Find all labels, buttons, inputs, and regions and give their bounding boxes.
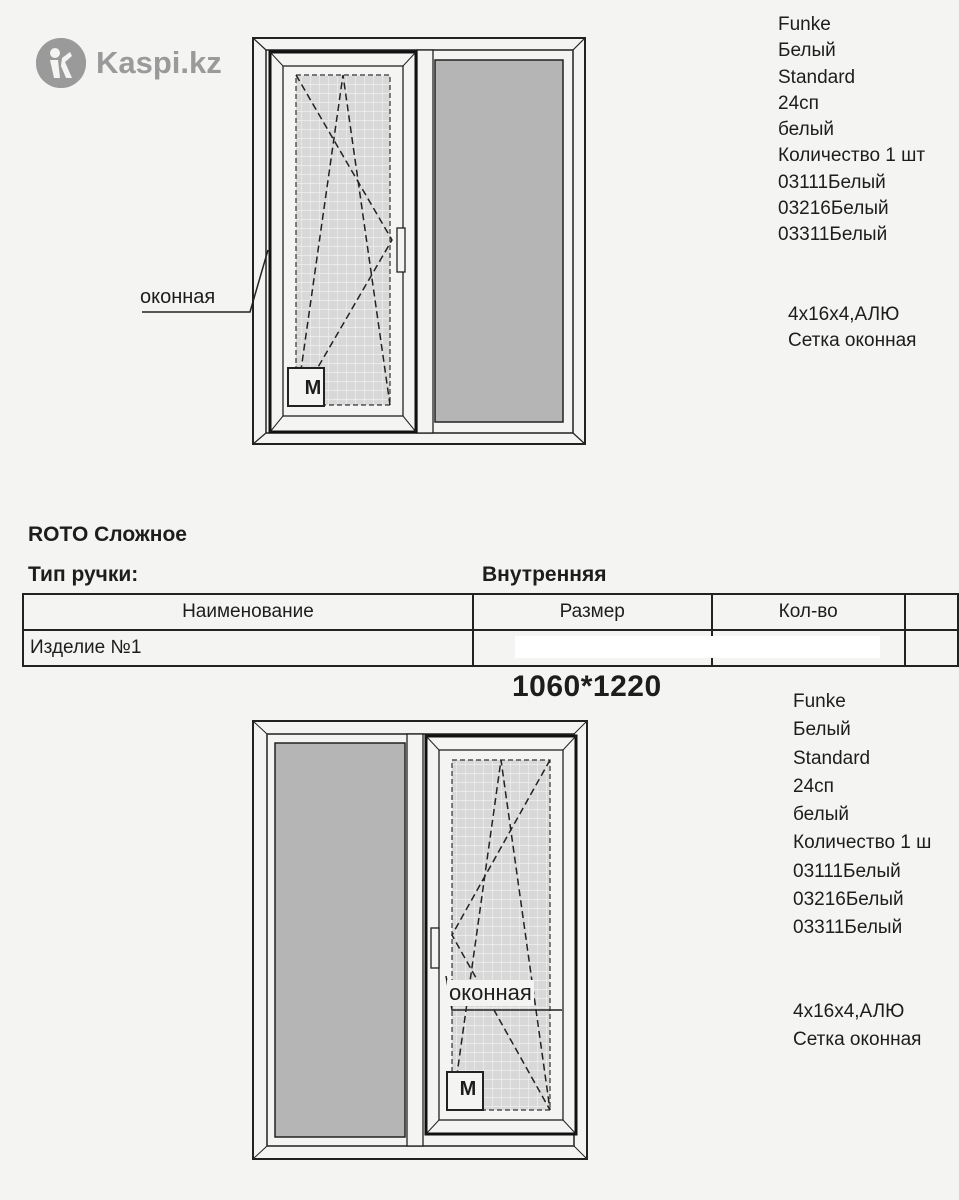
spec-item: 03111Белый — [793, 860, 901, 882]
glass-list-1 — [788, 302, 916, 355]
handle-type-value: Внутренняя — [482, 563, 607, 586]
spec-item: Белый — [793, 719, 851, 741]
kaspi-logo-text: Kaspi.kz — [96, 45, 222, 80]
col-header-extra — [905, 594, 958, 630]
spec-list-2 — [793, 688, 931, 943]
handle-mark-label: М — [304, 377, 322, 399]
cell-name: Изделие №1 — [23, 630, 473, 666]
glass-item: 4х16х4,АЛЮ — [788, 304, 900, 325]
col-header-size: Размер — [473, 594, 712, 630]
spec-item: Standard — [793, 747, 871, 769]
redaction-bar — [515, 636, 880, 658]
window-drawing-1 — [130, 30, 600, 460]
spec-item: Funke — [793, 691, 846, 712]
hardware-title: ROTO Сложное — [28, 523, 187, 546]
net-label-2: оконная — [449, 980, 532, 1005]
spec-item: Funke — [778, 14, 831, 35]
spec-item: Standard — [778, 66, 856, 88]
spec-list-1 — [778, 12, 925, 249]
handle-mark-label-2: М — [459, 1078, 477, 1100]
spec-item: белый — [778, 119, 834, 141]
spec-item: 03311Белый — [793, 917, 903, 939]
col-header-name: Наименование — [23, 594, 473, 630]
spec-item: 24сп — [793, 775, 834, 797]
spec-item: 03216Белый — [778, 198, 889, 220]
glass-list-2 — [793, 998, 921, 1055]
spec-item: Количество 1 шт — [778, 145, 926, 167]
item-size: 1060*1220 — [512, 670, 662, 703]
glass-item: Сетка оконная — [793, 1029, 922, 1051]
handle-type-label: Тип ручки: — [28, 563, 139, 586]
kaspi-logo-icon — [36, 38, 86, 88]
net-label: оконная — [140, 286, 216, 308]
spec-item: 03311Белый — [778, 224, 888, 246]
spec-item: Количество 1 ш — [793, 832, 932, 854]
spec-item: белый — [793, 804, 849, 826]
cell-extra — [905, 630, 958, 666]
glass-item: Сетка оконная — [788, 330, 917, 352]
spec-item: 24сп — [778, 92, 819, 114]
col-header-qty: Кол-во — [712, 594, 905, 630]
spec-item: 03111Белый — [778, 171, 886, 193]
glass-item: 4х16х4,АЛЮ — [793, 1001, 905, 1022]
table-header-row — [23, 594, 958, 630]
window-drawing-2 — [240, 710, 600, 1160]
spec-item: Белый — [778, 40, 836, 62]
spec-item: 03216Белый — [793, 889, 904, 911]
